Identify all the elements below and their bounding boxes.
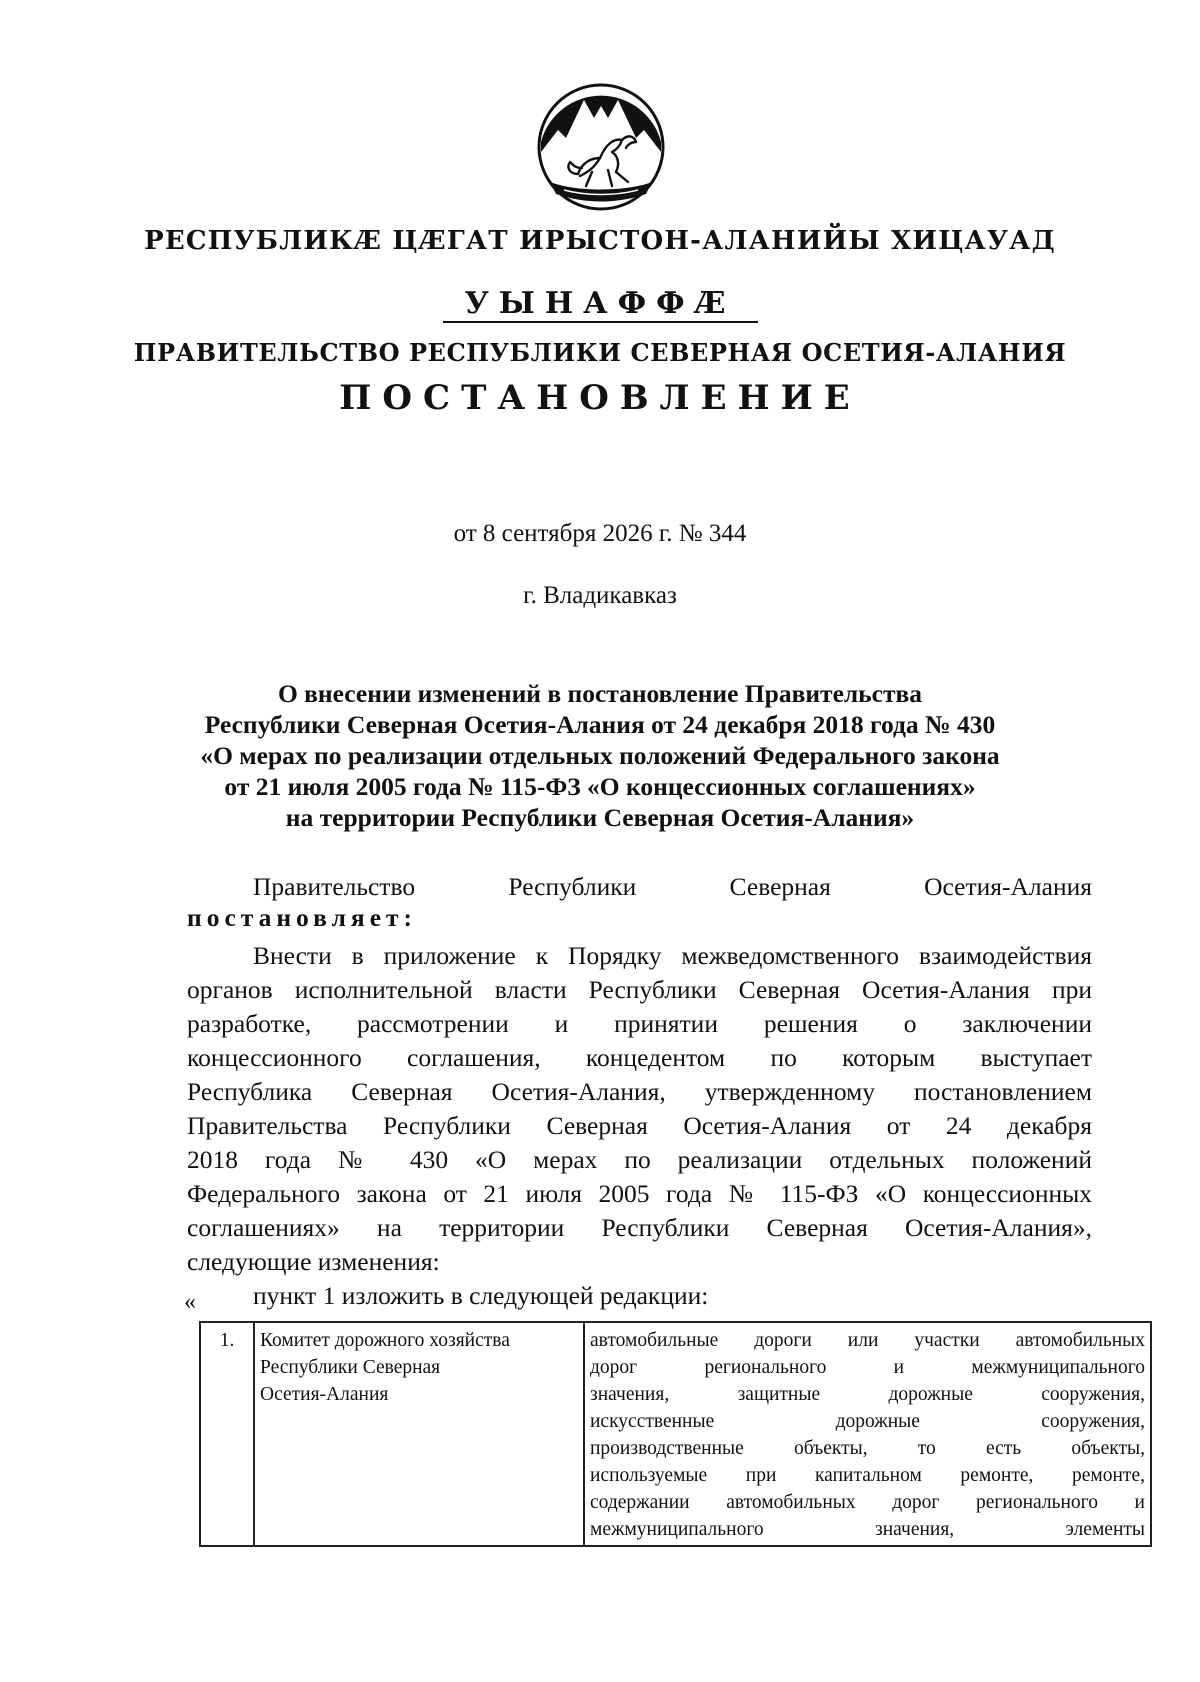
paragraph-line: 2018 года № 430 «О мерах по реализации отдельных положений xyxy=(187,1145,1092,1174)
objects-line: дорог регионального и межмуниципального xyxy=(590,1357,1145,1378)
objects-line: содержании автомобильных дорог регионального и xyxy=(590,1492,1145,1513)
title-line: от 21 июля 2005 года № 115-ФЗ «О концессионных соглашениях» xyxy=(224,772,976,801)
objects-line: производственные объекты, то есть объекты, xyxy=(590,1438,1145,1459)
title-line: О внесении изменений в постановление Правительства xyxy=(277,679,923,708)
paragraph-line: Внести в приложение к Порядку межведомственного взаимодействия xyxy=(253,941,1092,970)
decree-title xyxy=(150,678,1050,833)
objects-line: искусственные дорожные сооружения, xyxy=(590,1411,1145,1432)
ossetian-government-heading: РЕСПУБЛИКÆ ЦÆГАТ ИРЫСТОН-АЛАНИЙЫ ХИЦАУАД xyxy=(144,226,1056,256)
organization-line: Комитет дорожного хозяйства xyxy=(260,1330,510,1351)
header-divider xyxy=(443,321,758,323)
resolves-word: постановляет: xyxy=(187,903,418,932)
paragraph-line: соглашениях» на территории Республики Северная Осетия-Алания», xyxy=(187,1213,1092,1242)
title-line: на территории Республики Северная Осетия-Алания» xyxy=(285,803,915,832)
objects-cell xyxy=(584,1322,1151,1546)
decree-city: г. Владикавказ xyxy=(523,582,677,609)
opening-quote: « xyxy=(184,1289,196,1315)
paragraph-line: Федерального закона от 21 июля 2005 года № 115-ФЗ «О концессионных xyxy=(187,1179,1092,1208)
paragraph-line: разработке, рассмотрении и принятии решения о заключении xyxy=(187,1009,1092,1038)
title-line: «О мерах по реализации отдельных положений Федерального закона xyxy=(200,741,1000,770)
organization-cell xyxy=(254,1322,584,1546)
objects-line: автомобильные дороги или участки автомобильных xyxy=(590,1330,1145,1351)
ossetian-decree-heading: УЫНАФФÆ xyxy=(464,286,736,321)
objects-line: межмуниципального значения, элементы xyxy=(590,1519,1145,1540)
russian-government-heading: ПРАВИТЕЛЬСТВО РЕСПУБЛИКИ СЕВЕРНАЯ ОСЕТИЯ-АЛАНИЯ xyxy=(133,338,1067,367)
preamble-line: Правительство Республики Северная Осетия-Алания xyxy=(253,872,1092,901)
objects-table xyxy=(199,1321,1152,1547)
row-number: 1. xyxy=(200,1322,254,1546)
table-row xyxy=(200,1322,1151,1546)
organization-line: Республики Северная xyxy=(260,1357,441,1378)
paragraph-line: органов исполнительной власти Республики Северная Осетия-Алания при xyxy=(187,975,1092,1004)
objects-line: значения, защитные дорожные сооружения, xyxy=(590,1384,1145,1405)
decree-date-number: от 8 сентября 2026 г. № 344 xyxy=(453,520,747,547)
paragraph-last-line: следующие изменения: xyxy=(187,1247,440,1276)
paragraph-line: концессионного соглашения, концедентом по которым выступает xyxy=(187,1043,1092,1072)
russian-decree-heading: ПОСТАНОВЛЕНИЕ xyxy=(339,378,861,418)
paragraph-line: Правительства Республики Северная Осетия-Алания от 24 декабря xyxy=(187,1111,1092,1140)
objects-line: используемые при капитальном ремонте, ремонте, xyxy=(590,1465,1145,1486)
paragraph-line: Республика Северная Осетия-Алания, утвержденному постановлением xyxy=(187,1077,1092,1106)
organization-line: Осетия-Алания xyxy=(260,1384,389,1405)
coat-of-arms-icon xyxy=(536,82,666,212)
title-line: Республики Северная Осетия-Алания от 24 декабря 2018 года № 430 xyxy=(204,710,996,739)
item-instruction: пункт 1 изложить в следующей редакции: xyxy=(253,1281,709,1310)
